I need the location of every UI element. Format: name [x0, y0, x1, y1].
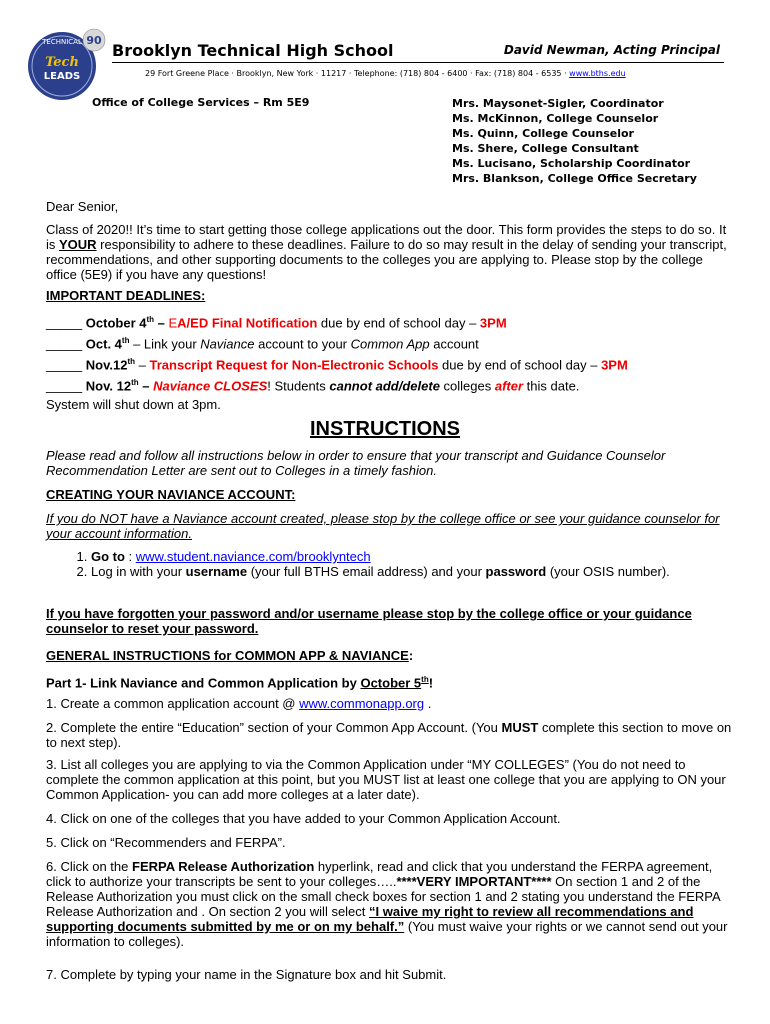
step-1: 1. Create a common application account @ www.commonapp.org .: [46, 696, 432, 711]
svg-text:TECHNICAL: TECHNICAL: [42, 38, 82, 46]
svg-text:LEADS: LEADS: [43, 71, 81, 82]
part1-heading: Part 1- Link Naviance and Common Application by October 5th!: [46, 675, 434, 691]
naviance-heading: CREATING YOUR NAVIANCE ACCOUNT:: [46, 487, 296, 502]
school-name: Brooklyn Technical High School: [112, 41, 394, 60]
list-item: 2. Log in with your username (your full BTHS email address) and your password (your OSIS number).: [91, 564, 736, 579]
deadline-item: _____ Oct. 4th – Link your Naviance account to your Common App account: [46, 336, 479, 352]
svg-text:90: 90: [86, 34, 102, 47]
forgot-password-note: If you have forgotten your password and/or username please stop by the college office or your guidance counselor to reset your password.: [46, 606, 692, 636]
school-seal-logo: [18, 28, 106, 102]
staff-list: [452, 96, 697, 186]
staff-member: Mrs. Maysonet-Sigler, Coordinator: [452, 97, 664, 110]
step-7: 7. Complete by typing your name in the Signature box and hit Submit.: [46, 967, 447, 982]
staff-member: Ms. McKinnon, College Counselor: [452, 112, 659, 125]
deadline-item: _____ Nov.12th – Transcript Request for Non-Electronic Schools due by end of school day – 3PM: [46, 357, 628, 373]
greeting: Dear Senior,: [46, 199, 119, 214]
intro-paragraph: Class of 2020!! It’s time to start getting those college applications out the door. This form provides the steps to do so. It is YOUR responsibility to adhere to these deadlines. Failure to do so may result in the delay of sending your transcript, recommendations, and other supporting documents to the colleges you are applying to. Please stop by the college office (5E9) if you have any questions!: [46, 222, 727, 282]
step-6: 6. Click on the FERPA Release Authorization hyperlink, read and click that you understand the FERPA agreement, click to authorize your transcripts be sent to your colleges…..****VERY IMPORTANT**** On section 1 and 2 of the Release Authorization you must click on the small check boxes for section 1 and 2 stating you understand the FERPA Release Authorization and . On section 2 you will select “I waive my right to review all recommendations and supporting documents submitted by me or on my behalf.” (You must waive your rights or we cannot send out your information to colleges).: [46, 859, 728, 949]
your-emphasis: YOUR: [59, 237, 97, 252]
step-5: 5. Click on “Recommenders and FERPA”.: [46, 835, 286, 850]
staff-member: Ms. Shere, College Consultant: [452, 142, 639, 155]
header-rule: [112, 62, 724, 63]
shutdown-note: System will shut down at 3pm.: [46, 397, 221, 412]
address-text: 29 Fort Greene Place · Brooklyn, New York · 11217 · Telephone: (718) 804 - 6400 · Fax: (718) 804 - 6535 ·: [145, 69, 567, 78]
step-4: 4. Click on one of the colleges that you have added to your Common Application Account.: [46, 811, 561, 826]
deadline-item: _____ October 4th – EA/ED Final Notification due by end of school day – 3PM: [46, 315, 507, 331]
deadlines-heading: IMPORTANT DEADLINES:: [46, 288, 206, 303]
commonapp-link[interactable]: www.commonapp.org: [299, 696, 425, 711]
naviance-steps: [46, 549, 736, 579]
staff-member: Ms. Lucisano, Scholarship Coordinator: [452, 157, 691, 170]
naviance-note: If you do NOT have a Naviance account created, please stop by the college office or see your guidance counselor for your account information.: [46, 511, 720, 541]
staff-member: Mrs. Blankson, College Office Secretary: [452, 172, 697, 185]
step-2: 2. Complete the entire “Education” section of your Common App Account. (You MUST complete this section to move on to next step).: [46, 720, 732, 750]
deadline-item: _____ Nov. 12th – Naviance CLOSES! Students cannot add/delete colleges after this date.: [46, 378, 580, 394]
school-website-link[interactable]: www.bths.edu: [569, 69, 626, 78]
step-3: 3. List all colleges you are applying to via the Common Application under “MY COLLEGES” (You do not need to complete the common application at this point, but you MUST list at least one college that you are applying to ON your Common Application- you can add more colleges at a later date).: [46, 757, 726, 802]
list-item: 1. Go to : www.student.naviance.com/brooklyntech: [91, 549, 736, 564]
principal-name: David Newman, Acting Principal: [503, 43, 720, 57]
instructions-title: INSTRUCTIONS: [310, 418, 460, 440]
school-address: [145, 69, 626, 78]
office-heading: Office of College Services – Rm 5E9: [92, 96, 310, 109]
staff-member: Ms. Quinn, College Counselor: [452, 127, 634, 140]
svg-text:Tech: Tech: [45, 55, 79, 70]
naviance-link[interactable]: www.student.naviance.com/brooklyntech: [135, 549, 371, 564]
general-heading: GENERAL INSTRUCTIONS for COMMON APP & NAVIANCE:: [46, 648, 414, 663]
instructions-intro: Please read and follow all instructions below in order to ensure that your transcript and Guidance Counselor Recommendation Letter are sent out to Colleges in a timely fashion.: [46, 448, 666, 478]
